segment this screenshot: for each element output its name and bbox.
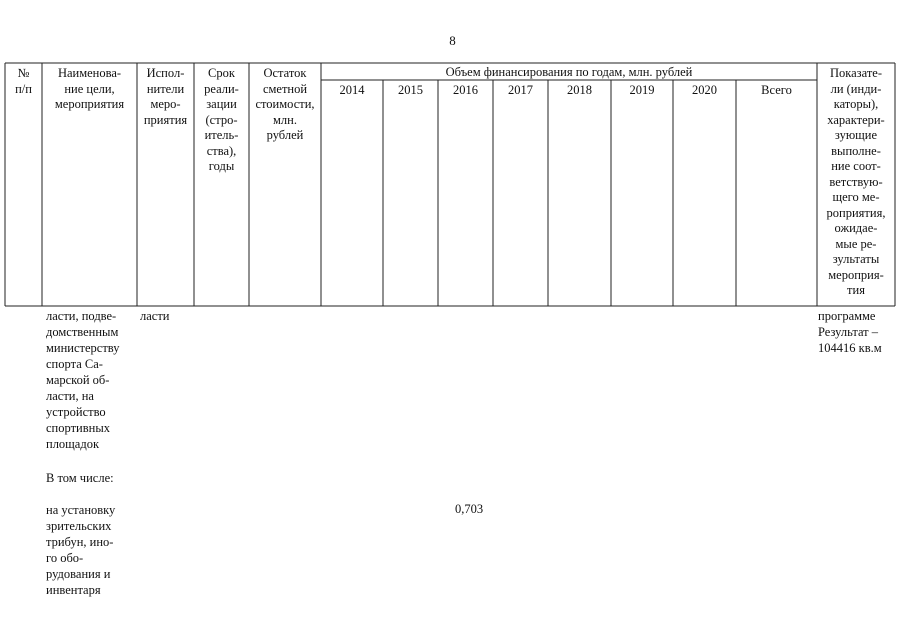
sub-item-value-2016: 0,703 [454, 502, 484, 516]
header-balance: Остаток сметной стоимости, млн. рублей [255, 66, 315, 142]
header-year-2014: 2014 [339, 83, 365, 97]
header-executors: Испол- нители меро- приятия [143, 66, 188, 127]
header-num: № п/п [15, 66, 32, 96]
header-indicators: Показате- ли (инди- каторы), характери- зующие выполне- ние соот- ветствую- щего ме- роприятия, ожидае- мые ре- зультаты мероприя- тия [826, 66, 886, 297]
header-year-2015: 2015 [398, 83, 423, 97]
header-year-2020: 2020 [692, 83, 717, 97]
row-indicator-continuation: программе Результат – 104416 кв.м [818, 309, 882, 355]
header-name: Наименова- ние цели, мероприятия [54, 66, 125, 111]
header-year-2016: 2016 [453, 83, 478, 97]
row-executor-continuation: ласти [140, 309, 170, 323]
row-name-continuation: ласти, подве- домственным министерству спорта Са- марской об- ласти, на устройство спортивных площадок [46, 309, 120, 451]
header-year-2018: 2018 [567, 83, 592, 97]
sub-item-name: на установку зрительских трибун, ино- го обо- рудования и инвентаря [46, 503, 116, 597]
header-year-2017: 2017 [508, 83, 533, 97]
header-financing-title: Объем финансирования по годам, млн. рублей [445, 65, 693, 79]
header-period: Срок реали- зации (стро- итель- ства), годы [204, 66, 239, 173]
including-label: В том числе: [46, 471, 114, 485]
header-year-2019: 2019 [629, 83, 655, 97]
header-total: Всего [761, 83, 792, 97]
page-number: 8 [449, 33, 456, 48]
